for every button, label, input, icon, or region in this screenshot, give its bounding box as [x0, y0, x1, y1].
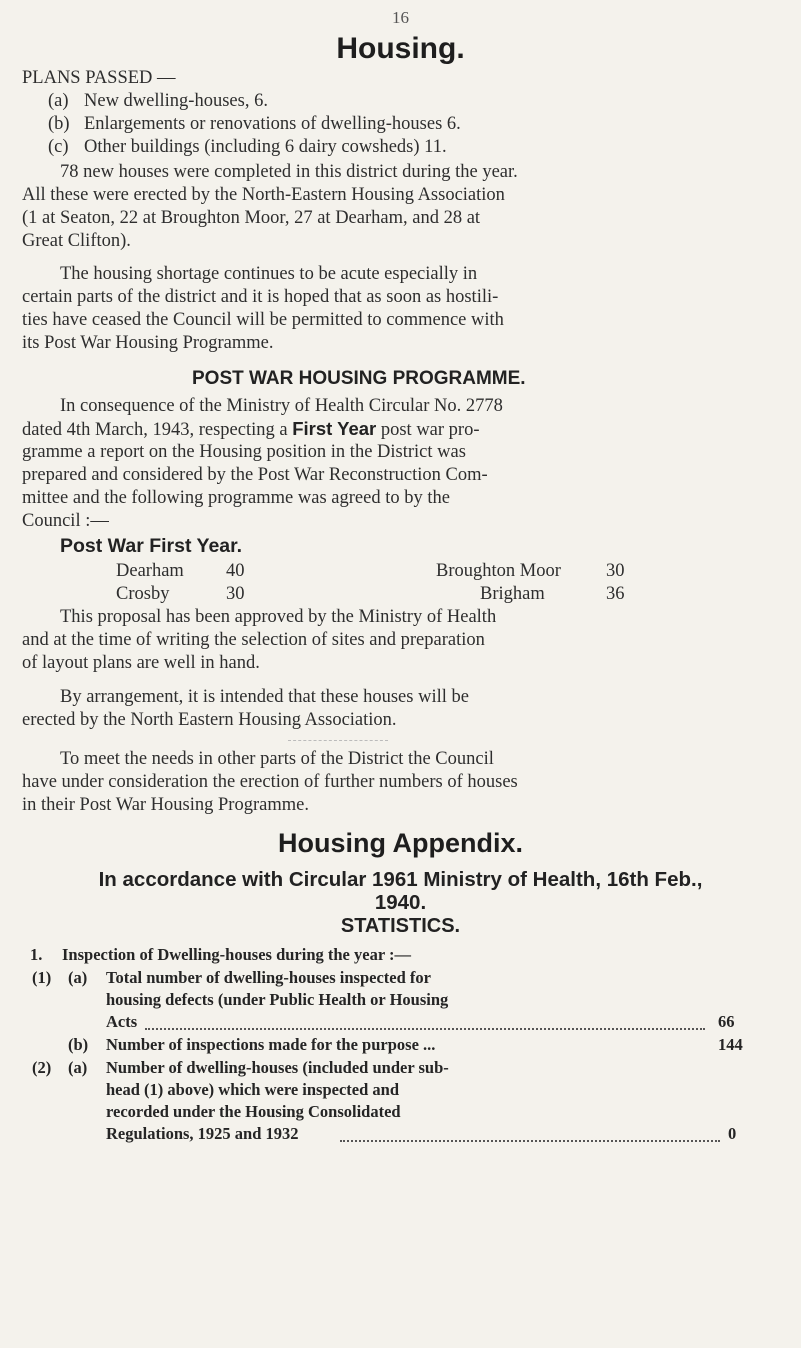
stat-sub-label: (a): [68, 1058, 88, 1077]
stat-label: (2): [32, 1058, 52, 1077]
stat-sub-label: (a): [68, 968, 88, 987]
page-number: 16: [392, 8, 409, 27]
stat-text: recorded under the Housing Consolidated: [106, 1102, 401, 1121]
plan-item-text: Other buildings (including 6 dairy cowsheds) 11.: [84, 137, 447, 157]
first-year-place: Broughton Moor: [436, 561, 561, 581]
stat-sub-label: (b): [68, 1035, 89, 1054]
para-line: in their Post War Housing Programme.: [22, 795, 309, 815]
circular-line: 1940.: [374, 891, 427, 914]
stat-text: Number of dwelling-houses (included under sub-: [106, 1058, 449, 1077]
para-line: Council :—: [22, 511, 109, 531]
para-line: its Post War Housing Programme.: [22, 333, 274, 353]
stat-text: Regulations, 1925 and 1932: [106, 1124, 299, 1143]
plan-item-text: New dwelling-houses, 6.: [84, 91, 268, 111]
para-line: Great Clifton).: [22, 231, 131, 251]
section-heading: POST WAR HOUSING PROGRAMME.: [192, 368, 526, 389]
stat-value: 66: [718, 1012, 735, 1031]
statistics-heading: STATISTICS.: [340, 915, 461, 937]
first-year-place: Brigham: [480, 584, 545, 604]
first-year-emphasis: First Year: [292, 418, 377, 439]
first-year-count: 40: [226, 561, 245, 581]
page-title: Housing.: [336, 32, 465, 65]
para-line: prepared and considered by the Post War Reconstruction Com-: [22, 465, 488, 485]
plan-item-text: Enlargements or renovations of dwelling-houses 6.: [84, 114, 461, 134]
para-line: certain parts of the district and it is hoped that as soon as hostili-: [22, 287, 499, 307]
first-year-count: 30: [606, 561, 625, 581]
first-year-count: 30: [226, 584, 245, 604]
stat-text: housing defects (under Public Health or Housing: [106, 990, 449, 1009]
para-line: The housing shortage continues to be acute especially in: [60, 264, 478, 284]
para-line: To meet the needs in other parts of the District the Council: [60, 749, 494, 769]
stat-text: head (1) above) which were inspected and: [106, 1080, 400, 1099]
first-year-count: 36: [606, 584, 625, 604]
para-line: gramme a report on the Housing position in the District was: [22, 442, 466, 462]
first-year-place: Dearham: [116, 561, 184, 581]
first-year-heading: Post War First Year.: [60, 535, 243, 557]
section-number: 1.: [30, 945, 43, 964]
para-line: In consequence of the Ministry of Health Circular No. 2778: [60, 396, 503, 416]
stat-text: Total number of dwelling-houses inspected for: [106, 968, 431, 987]
para-line: All these were erected by the North-Eastern Housing Association: [22, 185, 505, 205]
para-line: erected by the North Eastern Housing Association.: [22, 710, 397, 730]
stat-text: Acts: [106, 1012, 138, 1031]
stat-label: (1): [32, 968, 52, 987]
plan-item-label: (a): [48, 91, 69, 111]
first-year-place: Crosby: [116, 584, 170, 604]
para-line: and at the time of writing the selection of sites and preparation: [22, 630, 485, 650]
stat-value: 0: [728, 1124, 737, 1143]
section-title: Inspection of Dwelling-houses during the year :—: [62, 945, 411, 964]
plan-item-label: (b): [48, 114, 70, 134]
leader-dots: [340, 1140, 720, 1142]
para-line: mittee and the following programme was agreed to by the: [22, 488, 450, 508]
circular-line: In accordance with Circular 1961 Ministry of Health, 16th Feb.,: [98, 868, 703, 891]
para-line: This proposal has been approved by the Ministry of Health: [60, 607, 497, 627]
para-line: ties have ceased the Council will be permitted to commence with: [22, 310, 504, 330]
para-line: 78 new houses were completed in this district during the year.: [60, 162, 518, 182]
para-line: have under consideration the erection of further numbers of houses: [22, 772, 518, 792]
para-line: of layout plans are well in hand.: [22, 653, 260, 673]
para-line: dated 4th March, 1943, respecting a First Year post war pro-: [22, 418, 480, 440]
leader-dots: [145, 1028, 705, 1030]
para-line: (1 at Seaton, 22 at Broughton Moor, 27 at Dearham, and 28 at: [22, 208, 481, 228]
plans-heading: PLANS PASSED —: [22, 68, 176, 88]
stat-text: Number of inspections made for the purpose ...: [106, 1035, 436, 1054]
plan-item-label: (c): [48, 137, 69, 157]
stat-value: 144: [718, 1035, 743, 1054]
para-line: By arrangement, it is intended that these houses will be: [60, 687, 469, 707]
appendix-heading: Housing Appendix.: [278, 828, 523, 858]
separator-rule: [288, 740, 388, 741]
